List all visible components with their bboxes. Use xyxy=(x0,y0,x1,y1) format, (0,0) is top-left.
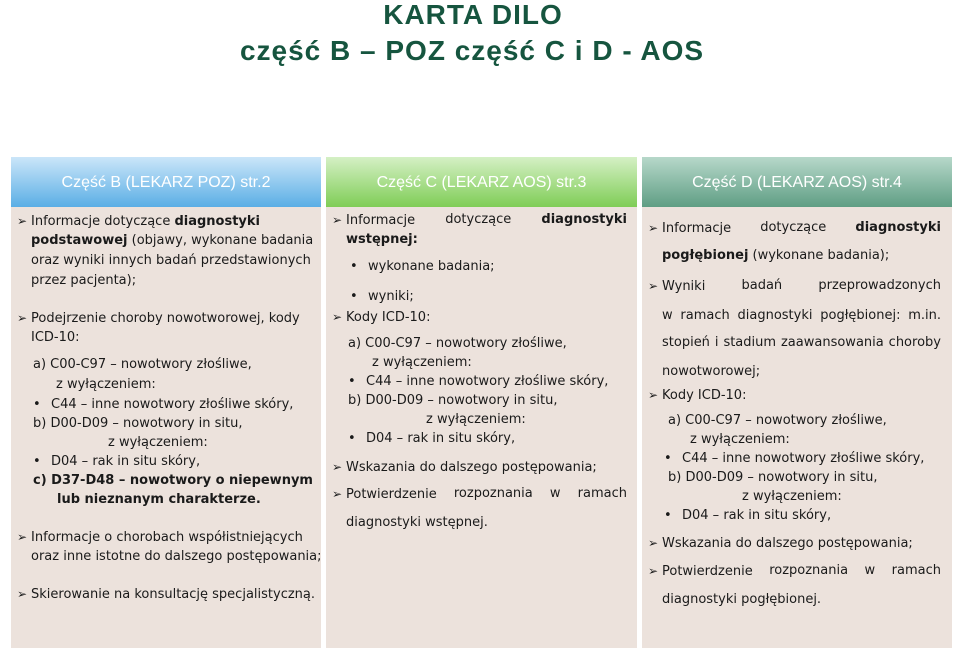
b-line-17: ➢ Skierowanie na konsultację specjalistyczną. xyxy=(17,587,316,602)
d-line-3: ➢ Wyniki badań przeprowadzonych xyxy=(648,278,941,294)
b-line-2: podstawowej (objawy, wykonane badania xyxy=(31,233,314,248)
c-line-6: a) C00-C97 – nowotwory złośliwe, xyxy=(348,336,567,351)
b-line-10: b) D00-D09 – nowotwory in situ, xyxy=(33,416,243,431)
b-line-7: a) C00-C97 – nowotwory złośliwe, xyxy=(33,357,252,372)
d-line-12: z wyłączeniem: xyxy=(742,489,842,504)
b-line-16: oraz inne istotne do dalszego postępowania; xyxy=(31,549,322,564)
c-line-14: diagnostyki wstępnej. xyxy=(346,515,488,530)
column-d-header: Część D (LEKARZ AOS) str.4 xyxy=(642,157,952,207)
d-line-13: • D04 – rak in situ skóry, xyxy=(664,508,832,523)
c-line-2: wstępnej: xyxy=(346,232,418,247)
title-line-1: KARTA DILO xyxy=(383,0,563,30)
d-line-8: a) C00-C97 – nowotwory złośliwe, xyxy=(668,413,887,428)
arrow-bullet-icon: ➢ xyxy=(17,311,28,325)
b-line-15: ➢ Informacje o chorobach współistniejących xyxy=(17,530,303,545)
d-line-2: pogłębionej (wykonane badania); xyxy=(662,248,890,263)
b-line-3: oraz wyniki innych badań przedstawionych xyxy=(31,253,311,268)
d-line-1: ➢ Informacje dotyczące diagnostyki xyxy=(648,220,941,236)
d-line-4: w ramach diagnostyki pogłębionej: m.in. xyxy=(662,308,941,323)
c-line-4: • wyniki; xyxy=(350,289,414,304)
d-line-10: • C44 – inne nowotwory złośliwe skóry, xyxy=(664,451,925,466)
c-line-11: • D04 – rak in situ skóry, xyxy=(348,431,516,446)
dot-bullet-icon: • xyxy=(33,454,41,469)
d-line-14: ➢ Wskazania do dalszego postępowania; xyxy=(648,536,913,551)
arrow-bullet-icon: ➢ xyxy=(648,564,659,578)
dot-bullet-icon: • xyxy=(348,374,356,389)
column-part-d xyxy=(642,157,952,648)
dot-bullet-icon: • xyxy=(350,259,358,274)
b-line-8: z wyłączeniem: xyxy=(56,377,156,392)
arrow-bullet-icon: ➢ xyxy=(17,214,28,228)
c-line-3: • wykonane badania; xyxy=(350,259,495,274)
d-line-5: stopień i stadium zaawansowania choroby xyxy=(662,335,941,350)
dot-bullet-icon: • xyxy=(350,289,358,304)
b-line-14: lub nieznanym charakterze. xyxy=(57,492,261,507)
d-line-11: b) D00-D09 – nowotwory in situ, xyxy=(668,470,878,485)
c-line-13: ➢ Potwierdzenie rozpoznania w ramach xyxy=(332,486,627,502)
c-line-12: ➢ Wskazania do dalszego postępowania; xyxy=(332,460,597,475)
arrow-bullet-icon: ➢ xyxy=(17,587,28,601)
b-line-13: c) D37-D48 – nowotwory o niepewnym xyxy=(33,473,313,488)
c-line-5: ➢ Kody ICD-10: xyxy=(332,310,431,325)
arrow-bullet-icon: ➢ xyxy=(17,530,28,544)
dot-bullet-icon: • xyxy=(348,431,356,446)
b-line-4: przez pacjenta); xyxy=(31,273,137,288)
b-line-12: • D04 – rak in situ skóry, xyxy=(33,454,201,469)
arrow-bullet-icon: ➢ xyxy=(648,388,659,402)
dot-bullet-icon: • xyxy=(33,397,41,412)
b-line-5: ➢ Podejrzenie choroby nowotworowej, kody xyxy=(17,311,300,326)
dot-bullet-icon: • xyxy=(664,451,672,466)
column-part-c xyxy=(326,157,637,648)
d-line-6: nowotworowej; xyxy=(662,364,761,379)
c-line-1: ➢ Informacje dotyczące diagnostyki xyxy=(332,212,627,228)
d-line-15: ➢ Potwierdzenie rozpoznania w ramach xyxy=(648,563,941,579)
c-line-10: z wyłączeniem: xyxy=(426,412,526,427)
c-line-7: z wyłączeniem: xyxy=(372,355,472,370)
dot-bullet-icon: • xyxy=(664,508,672,523)
arrow-bullet-icon: ➢ xyxy=(332,460,343,474)
column-c-header: Część C (LEKARZ AOS) str.3 xyxy=(326,157,637,207)
arrow-bullet-icon: ➢ xyxy=(648,536,659,550)
d-line-7: ➢ Kody ICD-10: xyxy=(648,388,747,403)
arrow-bullet-icon: ➢ xyxy=(332,213,343,227)
b-line-1: ➢ Informacje dotyczące diagnostyki xyxy=(17,214,261,229)
d-line-9: z wyłączeniem: xyxy=(690,432,790,447)
b-line-9: • C44 – inne nowotwory złośliwe skóry, xyxy=(33,397,294,412)
d-line-16: diagnostyki pogłębionej. xyxy=(662,592,822,607)
arrow-bullet-icon: ➢ xyxy=(648,279,659,293)
b-line-6: ICD-10: xyxy=(31,330,80,345)
c-line-8: • C44 – inne nowotwory złośliwe skóry, xyxy=(348,374,609,389)
column-b-header: Część B (LEKARZ POZ) str.2 xyxy=(11,157,321,207)
arrow-bullet-icon: ➢ xyxy=(648,221,659,235)
title-line-2: część B – POZ część C i D - AOS xyxy=(239,35,705,66)
c-line-9: b) D00-D09 – nowotwory in situ, xyxy=(348,393,558,408)
arrow-bullet-icon: ➢ xyxy=(332,487,343,501)
column-part-b xyxy=(11,157,321,648)
arrow-bullet-icon: ➢ xyxy=(332,310,343,324)
b-line-11: z wyłączeniem: xyxy=(108,435,208,450)
